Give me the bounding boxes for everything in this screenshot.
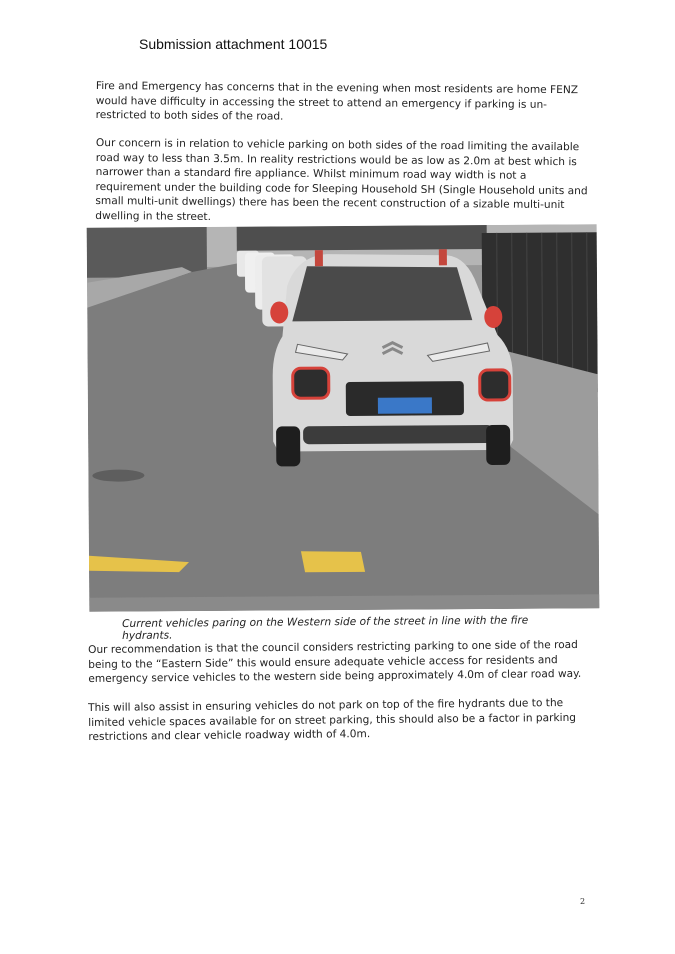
recommendation-paragraph: Our recommendation is that the council considers restricting parking to one side of the road being to the “Eastern Side” this would ensure adequate vehicle access for residents and emergency service vehicles to the western side being approximately 4.0m of clear road way. — [88, 638, 582, 685]
page-number: 2 — [580, 897, 586, 906]
photo-caption: Current vehicles paring on the Western side of the street in line with the fire hydrants. — [122, 614, 529, 642]
hydrant-marker-centre — [301, 551, 365, 572]
intro-paragraph: Fire and Emergency has concerns that in the evening when most residents are home FENZ would have difficulty in accessing the street to attend an emergency if parking is un-restricted to both sides of the road. — [95, 79, 579, 123]
hydrant-paragraph: This will also assist in ensuring vehicles do not park on top of the fire hydrants due to the limited vehicle spaces available for on street parking, this should also be a factor in parking restrictions and clear vehicle roadway width of 4.0m. — [88, 697, 577, 743]
concern-paragraph: Our concern is in relation to vehicle parking on both sides of the road limiting the available road way to less than 3.5m. In reality restrictions would be as low as 2.0m at best which is narrower than a standard fire appliance. Whilst minimum road way width is not a requirement under the building code for Sleeping Household SH (Single Household units and small multi-unit dwellings) there has been the recent construction of a sizable multi-unit dwelling in the street. — [95, 136, 588, 223]
licence-plate — [378, 397, 432, 413]
page-header: Submission attachment 10015 — [139, 36, 328, 52]
street-photo-illustration — [87, 224, 600, 612]
street-photo — [87, 224, 600, 612]
